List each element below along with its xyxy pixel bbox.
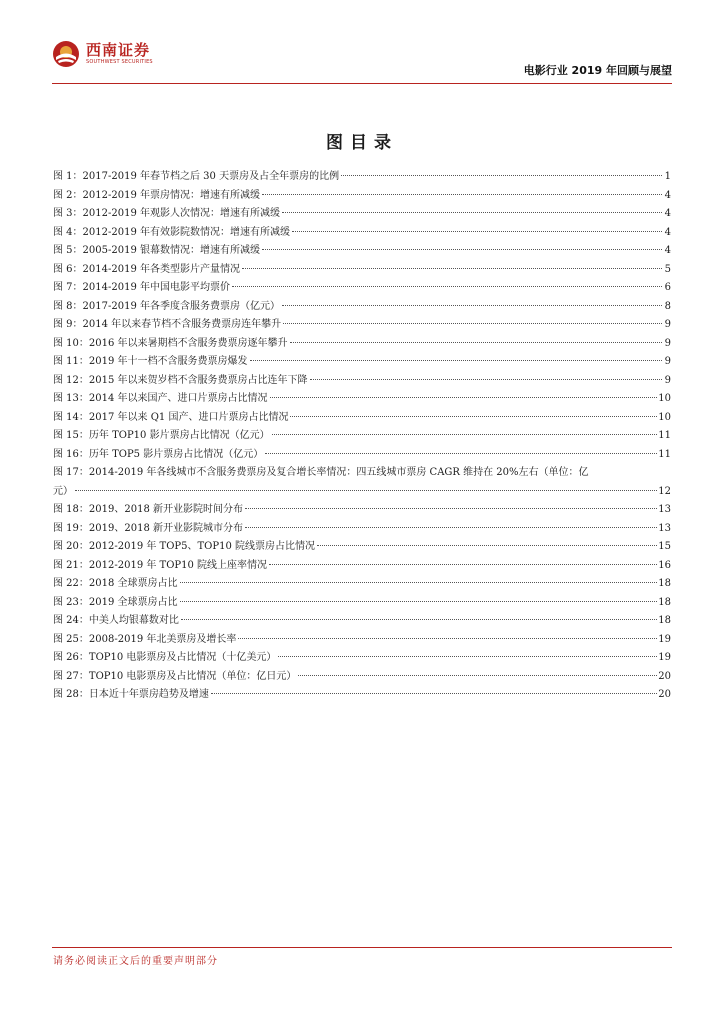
toc-entry-title: 2017-2019 年各季度含服务费票房（亿元） (82, 300, 281, 312)
southwest-securities-logo-icon (52, 40, 80, 68)
toc-heading: 图目录 (326, 133, 398, 153)
toc-entry[interactable] (53, 372, 671, 391)
toc-entry-label: 图 15： (53, 430, 89, 441)
toc-entry[interactable] (53, 446, 671, 465)
toc-entry-title: 2012-2019 年票房情况：增速有所减缓 (82, 189, 261, 201)
toc-entry[interactable] (53, 668, 671, 687)
toc-entry[interactable] (53, 168, 671, 187)
toc-leader-dots (180, 582, 658, 583)
toc-entry-label: 图 3： (53, 208, 83, 219)
toc-entry-page: 10 (658, 393, 671, 404)
toc-entry[interactable] (53, 557, 671, 576)
toc-entry-title: 历年 TOP5 影片票房占比情况（亿元） (88, 448, 264, 460)
toc-leader-dots (245, 527, 657, 528)
footer-disclaimer: 请务必阅读正文后的重要声明部分 (53, 956, 218, 967)
toc-entry-page: 18 (658, 596, 671, 608)
toc-leader-dots (317, 545, 657, 546)
toc-entry-page: 4 (664, 208, 671, 219)
toc-entry-page: 19 (658, 652, 671, 663)
toc-entry-page: 4 (664, 226, 671, 238)
toc-entry-page: 9 (664, 356, 671, 367)
toc-leader-dots (262, 194, 662, 195)
toc-leader-dots (292, 231, 662, 232)
toc-entry-page: 11 (658, 448, 671, 460)
toc-entry[interactable] (53, 427, 671, 446)
company-logo (52, 40, 153, 68)
toc-leader-dots (341, 175, 662, 176)
toc-entry[interactable] (53, 594, 671, 613)
toc-entry-page: 20 (658, 689, 671, 700)
page-header (52, 34, 672, 82)
toc-entry[interactable] (53, 205, 671, 224)
toc-entry-title: 2012-2019 年 TOP10 院线上座率情况 (88, 559, 268, 571)
toc-entry-label: 图 22： (53, 578, 89, 589)
toc-entry-page: 18 (658, 615, 671, 626)
toc-entry[interactable] (53, 298, 671, 317)
toc-entry[interactable] (53, 261, 671, 280)
toc-leader-dots (298, 675, 657, 676)
toc-entry-page: 18 (658, 578, 671, 589)
toc-leader-dots (232, 286, 662, 287)
toc-entry-label: 图 4： (53, 226, 83, 238)
toc-entry-label: 图 19： (53, 522, 89, 534)
toc-leader-dots (180, 601, 658, 602)
toc-entry-label: 图 13： (53, 393, 89, 404)
toc-entry-title: 2014-2019 年中国电影平均票价 (82, 282, 231, 293)
toc-entry-label: 图 25： (53, 633, 89, 645)
toc-entry-title: 2015 年以来贺岁档不含服务费票房占比连年下降 (88, 374, 308, 386)
toc-entry[interactable] (53, 649, 671, 668)
toc-entry-label: 图 23： (53, 596, 89, 608)
toc-entry-label: 图 17： (53, 467, 89, 478)
toc-entry[interactable] (53, 612, 671, 631)
toc-entry-title: 2014 年以来春节档不含服务费票房连年攀升 (82, 319, 282, 330)
toc-entry-label: 图 12： (53, 374, 89, 386)
toc-entry-title: 2017-2019 年春节档之后 30 天票房及占全年票房的比例 (82, 171, 340, 182)
toc-entry-page: 5 (664, 263, 671, 275)
toc-entry-title: TOP10 电影票房及占比情况（单位：亿日元） (88, 670, 297, 682)
toc-entry-label: 图 27： (53, 670, 89, 682)
logo-text-en: SOUTHWEST SECURITIES (86, 59, 153, 65)
toc-leader-dots (278, 656, 657, 657)
toc-leader-dots (269, 564, 657, 565)
toc-entry-label: 图 14： (53, 411, 89, 423)
toc-leader-dots (242, 268, 662, 269)
toc-entry-label: 图 1： (53, 171, 83, 182)
toc-leader-dots (283, 323, 662, 324)
figure-table-of-contents (53, 168, 671, 705)
toc-leader-dots (245, 508, 657, 509)
logo-text-cn: 西南证券 (86, 41, 151, 59)
toc-entry[interactable] (53, 279, 671, 298)
toc-entry-title: 2017 年以来 Q1 国产、进口片票房占比情况 (88, 411, 289, 423)
toc-leader-dots (181, 619, 657, 620)
toc-entry-title: 2014-2019 年各线城市不含服务费票房及复合增长率情况：四五线城市票房 CAGR 维持在 20%左右（单位：亿 (88, 467, 589, 478)
document-title: 电影行业 2019 年回顾与展望 (523, 64, 672, 77)
toc-leader-dots (310, 379, 662, 380)
toc-entry-title: 2014 年以来国产、进口片票房占比情况 (88, 393, 268, 404)
toc-entry-label: 图 7： (53, 282, 83, 293)
toc-entry-page: 9 (664, 337, 671, 349)
toc-entry-title: 2005-2019 银幕数情况：增速有所减缓 (82, 245, 261, 256)
toc-entry[interactable] (53, 631, 671, 650)
toc-leader-dots (238, 638, 657, 639)
toc-entry-title: 2019 全球票房占比 (88, 596, 178, 608)
toc-entry-page: 20 (658, 670, 671, 682)
toc-entry-page: 10 (658, 411, 671, 423)
toc-entry-page: 12 (658, 485, 671, 497)
toc-entry-title: 2019、2018 新开业影院时间分布 (88, 504, 243, 515)
toc-entry-title: 日本近十年票房趋势及增速 (88, 689, 209, 700)
toc-entry[interactable] (53, 538, 671, 557)
toc-leader-dots (272, 434, 658, 435)
toc-entry-title: 2012-2019 年有效影院数情况：增速有所减缓 (82, 226, 291, 238)
toc-entry-page: 8 (664, 300, 671, 312)
toc-entry[interactable] (53, 686, 671, 705)
toc-leader-dots (262, 249, 662, 250)
toc-entry-label: 图 20： (53, 541, 89, 552)
toc-entry-title: 2012-2019 年 TOP5、TOP10 院线票房占比情况 (88, 541, 315, 552)
toc-entry-page: 4 (664, 189, 671, 201)
toc-entry-label: 图 8： (53, 300, 83, 312)
toc-entry-page: 16 (658, 559, 671, 571)
toc-leader-dots (290, 416, 657, 417)
toc-entry-title-continued: 元） (53, 485, 73, 497)
toc-entry-page: 15 (658, 541, 671, 552)
footer-divider (52, 947, 672, 948)
toc-entry[interactable] (53, 353, 671, 372)
toc-entry[interactable] (53, 575, 671, 594)
toc-leader-dots (270, 397, 658, 398)
toc-entry[interactable] (53, 316, 671, 335)
toc-entry-page: 11 (658, 430, 671, 441)
toc-leader-dots (211, 693, 657, 694)
toc-entry-title: 2014-2019 年各类型影片产量情况 (82, 263, 241, 275)
toc-entry-page: 9 (664, 319, 671, 330)
toc-entry-title: 2016 年以来暑期档不含服务费票房逐年攀升 (88, 337, 288, 349)
toc-entry[interactable] (53, 520, 671, 539)
toc-entry-page: 4 (664, 245, 671, 256)
toc-entry-label: 图 5： (53, 245, 83, 256)
toc-entry-label: 图 2： (53, 189, 83, 201)
toc-entry-page: 9 (664, 374, 671, 386)
toc-entry-title: TOP10 电影票房及占比情况（十亿美元） (88, 652, 277, 663)
toc-entry-label: 图 18： (53, 504, 89, 515)
toc-entry[interactable] (53, 335, 671, 354)
toc-leader-dots (265, 453, 657, 454)
toc-entry-label: 图 28： (53, 689, 89, 700)
toc-entry-label: 图 16： (53, 448, 89, 460)
toc-entry-label: 图 21： (53, 559, 89, 571)
toc-entry-title: 2019、2018 新开业影院城市分布 (88, 522, 243, 534)
toc-entry-page: 6 (664, 282, 671, 293)
toc-entry[interactable] (53, 242, 671, 261)
toc-entry-label: 图 11： (53, 356, 89, 367)
toc-entry[interactable] (53, 501, 671, 520)
toc-entry-title: 历年 TOP10 影片票房占比情况（亿元） (88, 430, 270, 441)
toc-leader-dots (250, 360, 662, 361)
toc-entry-label: 图 9： (53, 319, 83, 330)
toc-entry-page: 19 (658, 633, 671, 645)
toc-entry-title: 2008-2019 年北美票房及增长率 (88, 633, 237, 645)
toc-entry-page: 13 (658, 504, 671, 515)
toc-entry-label: 图 26： (53, 652, 89, 663)
header-divider (52, 83, 672, 84)
toc-leader-dots (290, 342, 662, 343)
toc-entry[interactable] (53, 187, 671, 206)
toc-entry[interactable] (53, 390, 671, 409)
toc-entry[interactable] (53, 464, 671, 501)
toc-entry-title: 2019 年十一档不含服务费票房爆发 (88, 356, 248, 367)
toc-entry[interactable] (53, 409, 671, 428)
toc-leader-dots (282, 212, 662, 213)
toc-leader-dots (75, 490, 657, 491)
toc-entry-label: 图 10： (53, 337, 89, 349)
toc-entry-title: 2012-2019 年观影人次情况：增速有所减缓 (82, 208, 281, 219)
toc-leader-dots (282, 305, 662, 306)
toc-entry-title: 2018 全球票房占比 (88, 578, 178, 589)
toc-entry-label: 图 24： (53, 615, 89, 626)
toc-entry-page: 13 (658, 522, 671, 534)
toc-entry-title: 中美人均银幕数对比 (88, 615, 179, 626)
toc-entry-page: 1 (664, 171, 671, 182)
toc-entry[interactable] (53, 224, 671, 243)
toc-entry-label: 图 6： (53, 263, 83, 275)
